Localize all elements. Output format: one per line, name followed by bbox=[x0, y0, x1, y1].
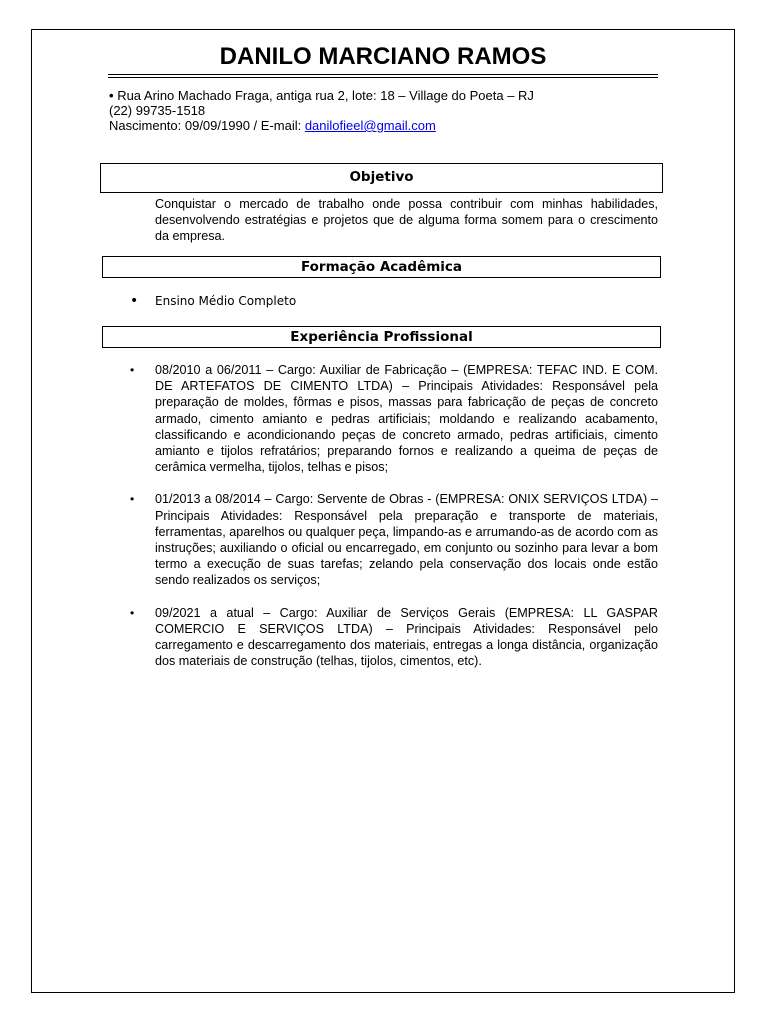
bullet-icon: • bbox=[130, 492, 135, 507]
birth-date-text: Nascimento: 09/09/1990 / E-mail: bbox=[109, 118, 305, 133]
experience-heading: Experiência Profissional bbox=[102, 326, 661, 348]
objective-text: Conquistar o mercado de trabalho onde possa contribuir com minhas habilidades, desenvolvendo estratégias e projetos que de alguma forma somem para o crescimento da empresa. bbox=[155, 197, 658, 244]
email-link[interactable]: danilofieel@gmail.com bbox=[304, 118, 436, 133]
list-item bbox=[130, 362, 658, 475]
birth-email-line bbox=[109, 118, 669, 133]
bullet-icon: • bbox=[130, 363, 135, 377]
experience-item-text: 08/2010 a 06/2011 – Cargo: Auxiliar de Fabricação – (EMPRESA: TEFAC IND. E COM. DE ARTEFATOS DE CIMENTO LTDA) – Principais Atividades: Responsável pela preparação de moldes, fôrmas e pisos, massas para fabricação de peças de concreto armado, cimento amianto e pedras artificiais; moldando e realizando acabamento, classificando e acondicionando peças de concreto armado, pedras artificiais, cimento amianto e tijolos refratários; preparando fornos e realizando a queima de peças de cerâmica vermelha, tijolos, telhas e pisos; bbox=[155, 363, 658, 475]
experience-item-text: 09/2021 a atual – Cargo: Auxiliar de Serviços Gerais (EMPRESA: LL GASPAR COMERCIO E SERVIÇOS LTDA) – Principais Atividades: Responsável pelo carregamento e descarregamento dos materiais, entregas a longa distância, organização dos materiais de construção (telhas, tijolos, cimentos, etc). bbox=[155, 605, 658, 669]
list-item bbox=[0, 293, 700, 309]
header-rule-secondary bbox=[108, 77, 658, 78]
contact-block bbox=[109, 88, 669, 133]
experience-item-text: 01/2013 a 08/2014 – Cargo: Servente de Obras - (EMPRESA: ONIX SERVIÇOS LTDA) – Principais Atividades: Responsável pela preparação e transporte de materiais, ferramentas, aparelhos ou qualquer peça, limpando-as e arrumando-as de acordo com as instruções; auxiliando o oficial ou encarregado, em conjunto ou sozinho para levar a bom termo a execução de suas tarefas; zelando pela conservação dos locais onde estão sendo realizados os serviços; bbox=[155, 492, 658, 588]
address-bullet: • bbox=[109, 88, 114, 103]
candidate-name: DANILO MARCIANO RAMOS bbox=[219, 43, 547, 70]
education-item-text: Ensino Médio Completo bbox=[155, 294, 297, 308]
header-rule bbox=[108, 74, 658, 75]
experience-list bbox=[130, 362, 658, 685]
list-item bbox=[130, 491, 658, 588]
bullet-icon: • bbox=[130, 605, 135, 620]
list-item bbox=[130, 605, 658, 670]
education-list bbox=[0, 293, 700, 309]
education-heading: Formação Acadêmica bbox=[102, 256, 661, 278]
phone-line: (22) 99735-1518 bbox=[109, 103, 206, 118]
address-text: Rua Arino Machado Fraga, antiga rua 2, lote: 18 – Village do Poeta – RJ bbox=[117, 88, 534, 103]
address-line bbox=[109, 88, 669, 103]
bullet-icon: • bbox=[130, 293, 139, 309]
objective-heading: Objetivo bbox=[100, 163, 663, 193]
